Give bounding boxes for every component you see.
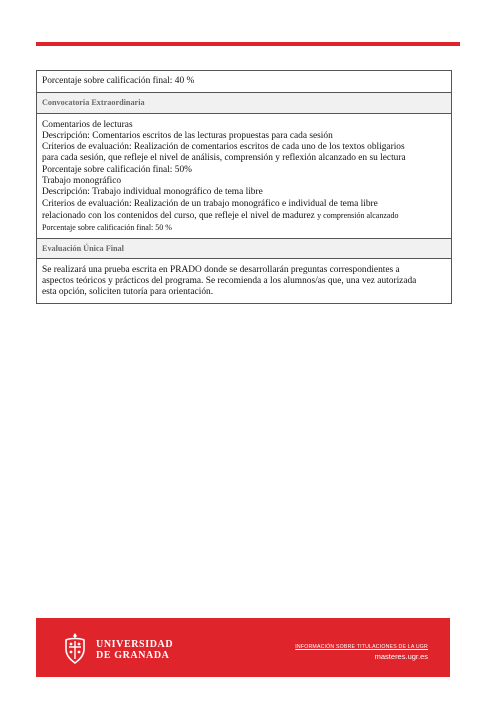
line-trabajo-criterios-2 bbox=[42, 210, 446, 222]
line-trabajo-criterios-1: Criterios de evaluación: Realización de un trabajo monográfico e individual de tema libre bbox=[42, 198, 378, 209]
line-comentarios-descripcion: Descripción: Comentarios escritos de las lecturas propuestas para cada sesión bbox=[42, 130, 333, 141]
extraordinaria-body bbox=[37, 114, 451, 239]
university-name bbox=[96, 639, 173, 661]
masters-info[interactable] bbox=[295, 644, 428, 661]
line-trabajo-porcentaje: Porcentaje sobre calificación final: 50 % bbox=[42, 223, 172, 233]
line-trabajo-descripcion: Descripción: Trabajo individual monográfico de tema libre bbox=[42, 187, 263, 198]
university-crest-icon bbox=[62, 632, 88, 664]
line-comentarios-criterios-2: para cada sesión, que refleje el nivel de análisis, comprensión y reflexión alcanzado en su lectura bbox=[42, 153, 406, 164]
university-name-line1: UNIVERSIDAD bbox=[96, 639, 174, 650]
unica-heading: Evaluación Única Final bbox=[42, 243, 124, 253]
unica-body bbox=[37, 259, 451, 303]
evaluation-table bbox=[36, 70, 452, 304]
line-trabajo-criterios-2b: y comprensión alcanzado bbox=[317, 210, 399, 220]
masters-site-link[interactable]: masteres.ugr.es bbox=[374, 652, 428, 661]
percentage-row bbox=[37, 71, 451, 93]
line-trabajo-title: Trabajo monográfico bbox=[42, 176, 122, 187]
line-comentarios-porcentaje: Porcentaje sobre calificación final: 50% bbox=[42, 164, 192, 175]
extraordinaria-heading: Convocatoria Extraordinaria bbox=[42, 98, 145, 108]
footer-banner bbox=[36, 618, 450, 677]
line-comentarios-title: Comentarios de lecturas bbox=[42, 119, 133, 130]
unica-line-3: esta opción, soliciten tutoría para orientación. bbox=[42, 287, 214, 298]
unica-line-2: aspectos teóricos y prácticos del programa. Se recomienda a los alumnos/as que, una vez autorizada bbox=[42, 276, 417, 287]
percentage-text: Porcentaje sobre calificación final: 40 % bbox=[42, 76, 195, 86]
top-red-rule bbox=[36, 42, 460, 46]
unica-heading-row bbox=[37, 239, 451, 259]
masters-info-line[interactable]: INFORMACIÓN SOBRE TITULACIONES DE LA UGR bbox=[295, 644, 428, 650]
line-comentarios-criterios-1: Criterios de evaluación: Realización de comentarios escritos de cada uno de los textos obligarios bbox=[42, 142, 405, 153]
line-trabajo-criterios-2a: relacionado con los contenidos del curso, que refleje el nivel de madurez bbox=[42, 210, 315, 221]
unica-line-1: Se realizará una prueba escrita en PRADO donde se desarrollarán preguntas correspondientes a bbox=[42, 264, 400, 275]
extraordinaria-heading-row bbox=[37, 93, 451, 113]
university-name-line2: DE GRANADA bbox=[96, 650, 170, 661]
